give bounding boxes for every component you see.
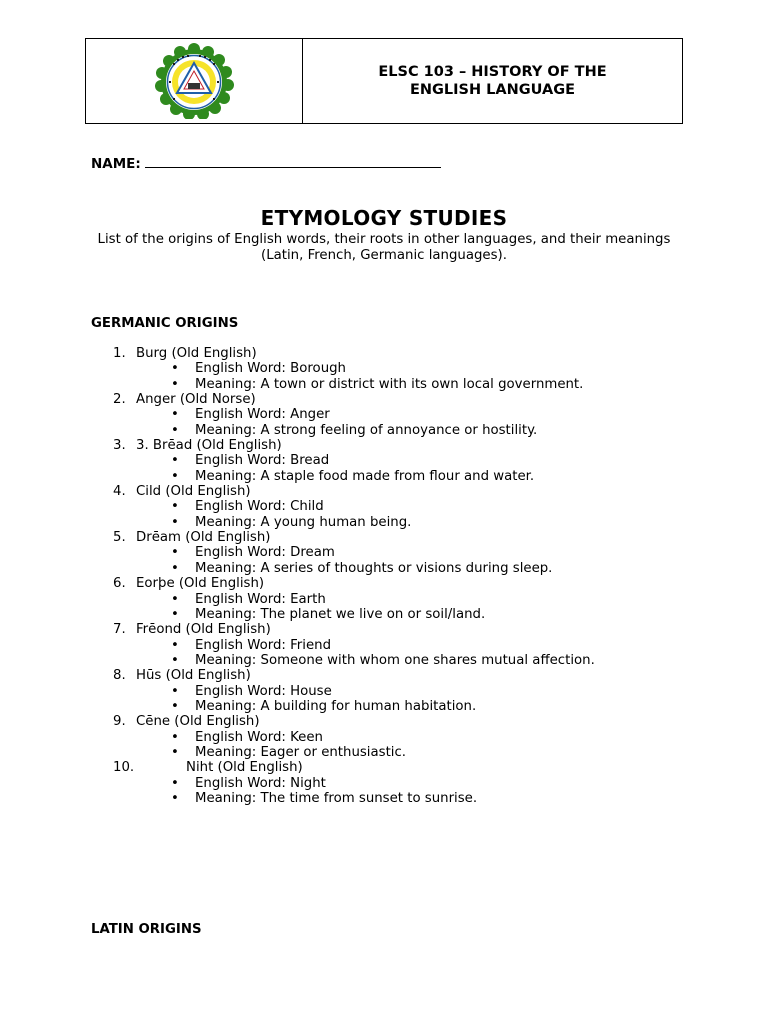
origin-word: Frēond (Old English) [136, 622, 271, 638]
course-title-line2: ENGLISH LANGUAGE [409, 82, 576, 98]
latin-origins-heading: LATIN ORIGINS [91, 922, 202, 937]
meaning-text: Meaning: A young human being. [195, 514, 412, 530]
meaning-text: Meaning: The planet we live on or soil/land. [195, 606, 486, 622]
bullet-icon: • [171, 790, 179, 806]
origin-word: Niht (Old English) [186, 760, 303, 776]
bullet-icon: • [171, 560, 179, 576]
item-number: 9. [113, 714, 126, 730]
english-word-text: English Word: Friend [195, 637, 332, 653]
bullet-icon: • [171, 407, 179, 423]
meaning-bullet [0, 745, 768, 760]
meaning-text: Meaning: A series of thoughts or visions during sleep. [195, 560, 553, 576]
bullet-icon: • [171, 652, 179, 668]
item-number: 8. [113, 668, 126, 684]
origin-word-line [0, 760, 768, 775]
english-word-bullet [0, 453, 768, 468]
name-field [91, 153, 441, 172]
english-word-text: English Word: Earth [195, 591, 326, 607]
meaning-text: Meaning: Someone with whom one shares mutual affection. [195, 652, 595, 668]
origin-word: Cēne (Old English) [136, 714, 260, 730]
english-word-text: English Word: Dream [195, 545, 335, 561]
bullet-icon: • [171, 775, 179, 791]
document-subtitle: List of the origins of English words, their roots in other languages, and their meanings (Latin, French, Germanic languages). [97, 232, 671, 263]
origin-word-line [0, 576, 768, 591]
english-word-bullet [0, 638, 768, 653]
school-seal-icon [151, 43, 237, 119]
bullet-icon: • [171, 637, 179, 653]
english-word-bullet [0, 592, 768, 607]
bullet-icon: • [171, 376, 179, 392]
meaning-bullet [0, 699, 768, 714]
meaning-bullet [0, 515, 768, 530]
bullet-icon: • [171, 729, 179, 745]
item-number: 10. [113, 760, 135, 776]
name-label: NAME: [91, 156, 141, 172]
meaning-bullet [0, 607, 768, 622]
bullet-icon: • [171, 744, 179, 760]
origin-word-line [0, 714, 768, 729]
origin-word: Anger (Old Norse) [136, 392, 256, 408]
meaning-text: Meaning: A building for human habitation. [195, 698, 477, 714]
item-number: 6. [113, 576, 126, 592]
english-word-text: English Word: Night [195, 775, 326, 791]
item-number: 7. [113, 622, 126, 638]
origin-word: Hūs (Old English) [136, 668, 251, 684]
bullet-icon: • [171, 468, 179, 484]
meaning-text: Meaning: A staple food made from flour and water. [195, 468, 535, 484]
bullet-icon: • [171, 514, 179, 530]
meaning-bullet [0, 653, 768, 668]
item-number: 1. [113, 346, 126, 361]
origin-word-line [0, 530, 768, 545]
logo-cell [86, 39, 303, 123]
meaning-text: Meaning: A strong feeling of annoyance or hostility. [195, 422, 538, 438]
english-word-text: English Word: House [195, 683, 332, 699]
english-word-bullet [0, 545, 768, 560]
origin-word: Eorþe (Old English) [136, 576, 265, 592]
item-number: 4. [113, 484, 126, 500]
document-title: ETYMOLOGY STUDIES [260, 206, 508, 230]
bullet-icon: • [171, 698, 179, 714]
list-item [0, 576, 768, 622]
list-item [0, 760, 768, 806]
origin-word-line [0, 484, 768, 499]
list-item [0, 392, 768, 438]
english-word-text: English Word: Child [195, 499, 324, 515]
course-title-cell [303, 39, 682, 123]
bullet-icon: • [171, 545, 179, 561]
item-number: 5. [113, 530, 126, 546]
origin-word-line [0, 438, 768, 453]
meaning-bullet [0, 561, 768, 576]
bullet-icon: • [171, 683, 179, 699]
english-word-bullet [0, 684, 768, 699]
germanic-origins-list [0, 346, 768, 806]
germanic-origins-heading: GERMANIC ORIGINS [91, 316, 239, 331]
meaning-text: Meaning: A town or district with its own local government. [195, 376, 584, 392]
english-word-text: English Word: Anger [195, 407, 330, 423]
bullet-icon: • [171, 591, 179, 607]
list-item [0, 714, 768, 760]
english-word-bullet [0, 499, 768, 514]
bullet-icon: • [171, 453, 179, 469]
list-item [0, 484, 768, 530]
english-word-text: English Word: Keen [195, 729, 323, 745]
english-word-bullet [0, 361, 768, 376]
bullet-icon: • [171, 499, 179, 515]
origin-word: Drēam (Old English) [136, 530, 271, 546]
item-number: 3. [113, 438, 126, 454]
bullet-icon: • [171, 606, 179, 622]
meaning-bullet [0, 469, 768, 484]
meaning-text: Meaning: Eager or enthusiastic. [195, 744, 407, 760]
list-item [0, 622, 768, 668]
origin-word: Burg (Old English) [136, 346, 257, 361]
english-word-bullet [0, 407, 768, 422]
english-word-bullet [0, 730, 768, 745]
origin-word-line [0, 346, 768, 361]
list-item [0, 438, 768, 484]
meaning-bullet [0, 377, 768, 392]
item-number: 2. [113, 392, 126, 408]
list-item [0, 668, 768, 714]
header-table [85, 38, 683, 124]
english-word-text: English Word: Borough [195, 361, 346, 377]
origin-word: Cild (Old English) [136, 484, 251, 500]
list-item [0, 530, 768, 576]
meaning-bullet [0, 791, 768, 806]
list-item [0, 346, 768, 392]
origin-word-line [0, 668, 768, 683]
english-word-text: English Word: Bread [195, 453, 330, 469]
course-title-line1: ELSC 103 – HISTORY OF THE [378, 64, 607, 80]
bullet-icon: • [171, 422, 179, 438]
origin-word-line [0, 392, 768, 407]
origin-word-line [0, 622, 768, 637]
meaning-text: Meaning: The time from sunset to sunrise. [195, 790, 478, 806]
meaning-bullet [0, 423, 768, 438]
name-blank-line[interactable] [145, 153, 441, 168]
english-word-bullet [0, 776, 768, 791]
bullet-icon: • [171, 361, 179, 377]
origin-word: 3. Brēad (Old English) [136, 438, 282, 454]
